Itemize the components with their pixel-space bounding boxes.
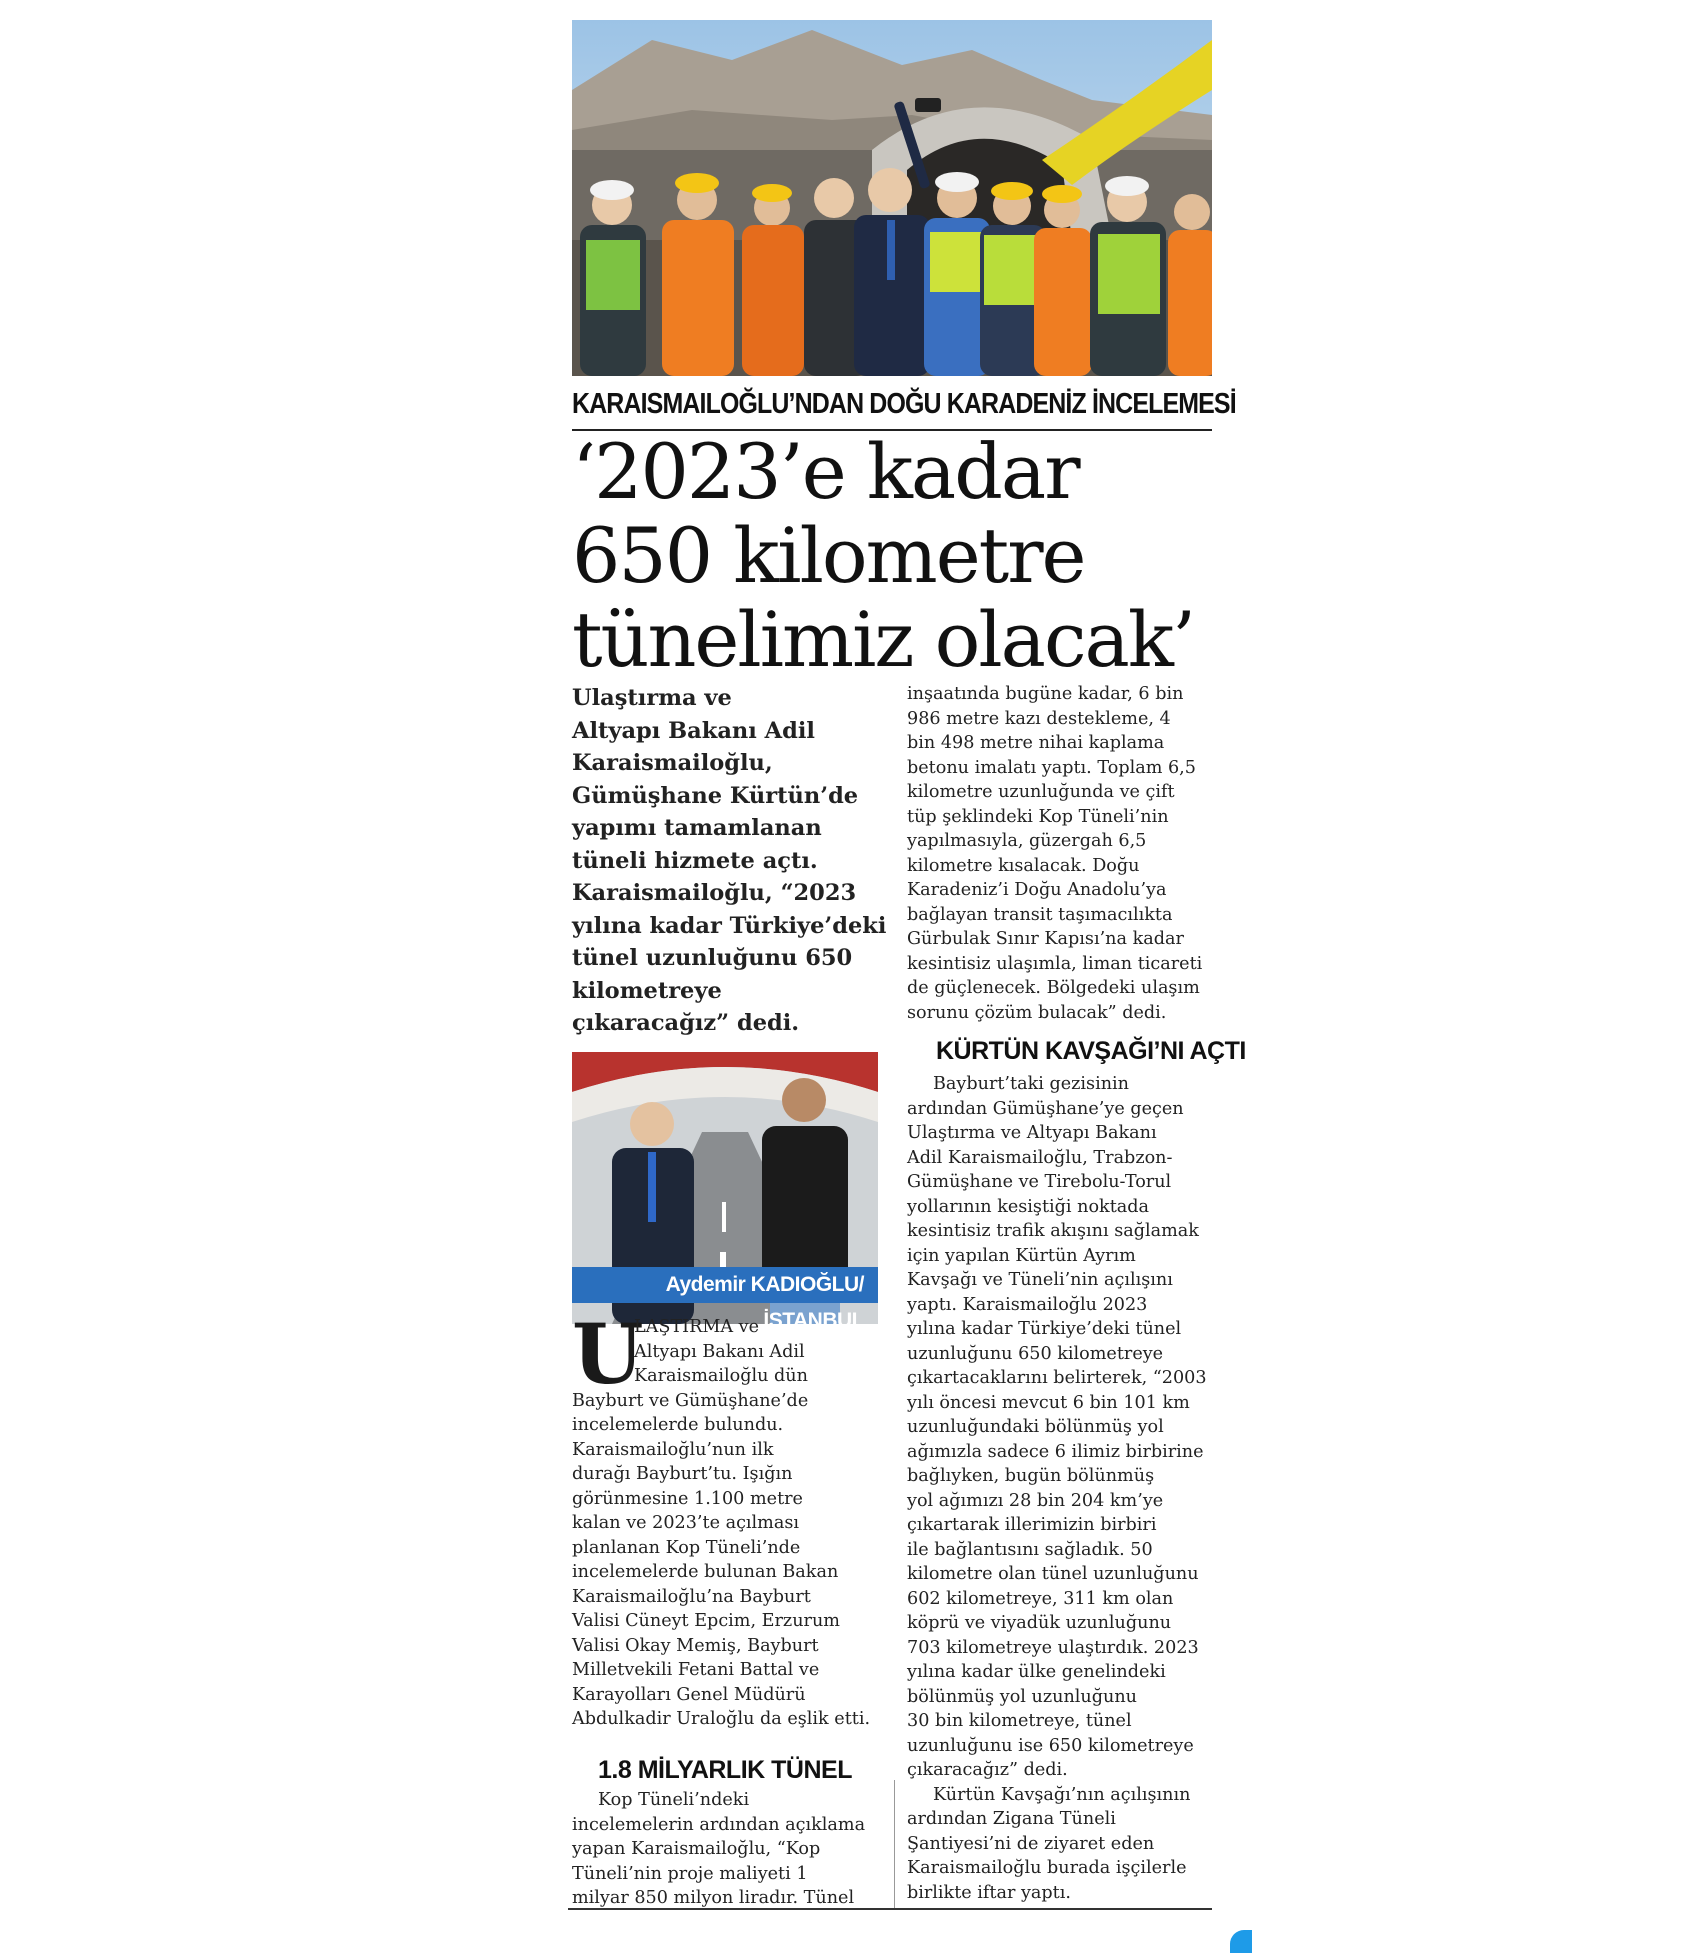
- headline-line: ‘2023’e kadar: [572, 427, 1079, 516]
- body-line: ağımızla sadece 6 ilimiz birbirine: [907, 1441, 1204, 1462]
- body-line: planlanan Kop Tüneli’nde: [572, 1537, 801, 1558]
- body-line: yapan Karaismailoğlu, “Kop: [572, 1839, 821, 1859]
- body-line: 703 kilometreye ulaştırdık. 2023: [907, 1637, 1199, 1658]
- lead-line: Ulaştırma ve: [572, 685, 732, 711]
- body-line: görünmesine 1.100 metre: [572, 1488, 803, 1509]
- body-line: ile bağlantısını sağladık. 50: [907, 1539, 1153, 1560]
- body-line: yaptı. Karaismailoğlu 2023: [907, 1294, 1148, 1315]
- body-line: 986 metre kazı destekleme, 4: [907, 708, 1171, 729]
- subhead-cost: 1.8 MİLYARLIK TÜNEL: [598, 1756, 852, 1784]
- body-line: kilometre olan tünel uzunluğunu: [907, 1564, 1199, 1584]
- body-line: yollarının kesiştiği noktada: [907, 1196, 1150, 1217]
- body-line: milyar 850 milyon liradır. Tünel: [572, 1888, 855, 1908]
- body-line: kesintisiz trafik akışını sağlamak: [907, 1221, 1199, 1241]
- body-line: Valisi Okay Memiş, Bayburt: [572, 1635, 819, 1656]
- body-line: LAŞTIRMA ve: [634, 1317, 760, 1337]
- lead-line: Karaismailoğlu, “2023: [572, 880, 857, 906]
- body-line: çıkaracağız” dedi.: [907, 1760, 1068, 1780]
- body-line: Kürtün Kavşağı’nın açılışının: [933, 1784, 1191, 1805]
- body-line: Karaismailoğlu’na Bayburt: [572, 1586, 811, 1607]
- body-line: Kavşağı ve Tüneli’nin açılışını: [907, 1270, 1173, 1290]
- body-line: Gümüşhane ve Tirebolu-Torul: [907, 1172, 1172, 1192]
- intro-paragraph: [572, 1307, 884, 1732]
- body-line: Gürbulak Sınır Kapısı’na kadar: [907, 929, 1184, 949]
- lead-line: Altyapı Bakanı Adil: [572, 717, 815, 744]
- body-line: uzunluğunu 650 kilometreye: [907, 1343, 1164, 1364]
- body-line: Şantiyesi’ni de ziyaret eden: [907, 1833, 1155, 1854]
- body-line: Karaismailoğlu burada işçilerle: [907, 1858, 1187, 1878]
- lead-line: çıkaracağız” dedi.: [572, 1010, 800, 1036]
- bottom-rule: [568, 1908, 1212, 1910]
- body-line: kilometre uzunluğunda ve çift: [907, 782, 1175, 802]
- headline-line: 650 kilometre: [572, 511, 1085, 600]
- byline: Aydemir KADIOĞLU/İSTANBUL: [572, 1267, 878, 1303]
- body-line: uzunluğunu ise 650 kilometreye: [907, 1735, 1194, 1756]
- lead-line: tünel uzunluğunu 650: [572, 945, 853, 971]
- drop-cap: U: [572, 1307, 644, 1403]
- kurtun-paragraph: [907, 1072, 1212, 1905]
- body-line: durağı Bayburt’tu. Işığın: [572, 1464, 793, 1484]
- body-line: yol ağımızı 28 bin 204 km’ye: [907, 1490, 1164, 1511]
- body-line: Kop Tüneli’ndeki: [598, 1790, 750, 1810]
- body-line: Karaismailoğlu’nun ilk: [572, 1439, 774, 1460]
- body-line: inşaatında bugüne kadar, 6 bin: [907, 684, 1184, 704]
- body-line: yılı öncesi mevcut 6 bin 101 km: [907, 1392, 1190, 1413]
- body-line: incelemelerde bulunan Bakan: [572, 1562, 839, 1582]
- body-line: Karadeniz’i Doğu Anadolu’ya: [907, 880, 1167, 900]
- lead-line: yılına kadar Türkiye’deki: [572, 912, 887, 939]
- body-line: incelemelerde bulundu.: [572, 1415, 784, 1435]
- lead-line: yapımı tamamlanan: [572, 815, 822, 841]
- body-line: incelemelerin ardından açıklama: [572, 1814, 866, 1835]
- body-line: bölünmüş yol uzunluğunu: [907, 1686, 1138, 1707]
- body-line: Karayolları Genel Müdürü: [572, 1684, 806, 1705]
- body-line: Adil Karaismailoğlu, Trabzon-: [907, 1147, 1173, 1168]
- body-line: ardından Zigana Tüneli: [907, 1809, 1116, 1829]
- cost-paragraph: [572, 1788, 884, 1911]
- body-line: Milletvekili Fetani Battal ve: [572, 1660, 820, 1680]
- page-corner-mark: [1230, 1930, 1252, 1953]
- lead-summary: [572, 682, 887, 1040]
- lead-line: tüneli hizmete açtı.: [572, 847, 818, 874]
- body-line: uzunluğundaki bölünmüş yol: [907, 1417, 1164, 1437]
- body-line: yapılmasıyla, güzergah 6,5: [907, 831, 1147, 851]
- body-line: köprü ve viyadük uzunluğunu: [907, 1613, 1172, 1633]
- body-line: Bayburt’taki gezisinin: [933, 1074, 1129, 1094]
- headline: [572, 427, 1212, 684]
- article-kicker: KARAISMAILOĞLU’NDAN DOĞU KARADENİZ İNCELEMESİ: [572, 388, 1236, 420]
- body-line: çıkartarak illerimizin birbiri: [907, 1515, 1157, 1535]
- tunnel-group-photo: [572, 20, 1212, 376]
- body-line: sorunu çözüm bulacak” dedi.: [907, 1002, 1167, 1023]
- body-line: Ulaştırma ve Altyapı Bakanı: [907, 1123, 1157, 1143]
- body-line: için yapılan Kürtün Ayrım: [907, 1245, 1136, 1266]
- lead-line: kilometreye: [572, 977, 722, 1004]
- body-line: kilometre kısalacak. Doğu: [907, 855, 1140, 876]
- body-line: ardından Gümüşhane’ye geçen: [907, 1098, 1184, 1119]
- headline-line: tünelimiz olacak’: [572, 595, 1195, 684]
- body-line: kalan ve 2023’te açılması: [572, 1513, 800, 1533]
- body-line: çıkartacaklarını belirterek, “2003: [907, 1368, 1207, 1388]
- body-line: Valisi Cüneyt Epcim, Erzurum: [572, 1611, 840, 1631]
- newspaper-article: [572, 20, 1246, 1920]
- body-line: Tüneli’nin proje maliyeti 1: [572, 1863, 808, 1884]
- body-line: kesintisiz ulaşımla, liman ticareti: [907, 953, 1203, 974]
- subhead-kurtun: KÜRTÜN KAVŞAĞI’NI AÇTI: [936, 1037, 1246, 1065]
- continued-paragraph: [907, 682, 1212, 1025]
- body-line: birlikte iftar yaptı.: [907, 1882, 1071, 1903]
- body-line: Abdulkadir Uraloğlu da eşlik etti.: [572, 1709, 871, 1729]
- body-line: 602 kilometreye, 311 km olan: [907, 1588, 1174, 1609]
- column-divider: [894, 1780, 895, 1910]
- body-line: yılına kadar Türkiye’deki tünel: [907, 1319, 1182, 1339]
- body-line: Bayburt ve Gümüşhane’de: [572, 1390, 809, 1411]
- body-line: Altyapı Bakanı Adil: [634, 1341, 805, 1362]
- body-line: tüp şeklindeki Kop Tüneli’nin: [907, 806, 1169, 827]
- body-line: Karaismailoğlu dün: [634, 1366, 808, 1386]
- body-line: bağlıyken, bugün bölünmüş: [907, 1466, 1155, 1486]
- body-line: 30 bin kilometreye, tünel: [907, 1711, 1132, 1731]
- lead-line: Gümüşhane Kürtün’de: [572, 782, 859, 809]
- body-line: betonu imalatı yaptı. Toplam 6,5: [907, 757, 1196, 778]
- body-line: de güçlenecek. Bölgedeki ulaşım: [907, 978, 1200, 998]
- body-line: bağlayan transit taşımacılıkta: [907, 904, 1173, 925]
- body-line: yılına kadar ülke genelindeki: [907, 1662, 1166, 1682]
- body-line: bin 498 metre nihai kaplama: [907, 733, 1165, 753]
- lead-line: Karaismailoğlu,: [572, 750, 773, 776]
